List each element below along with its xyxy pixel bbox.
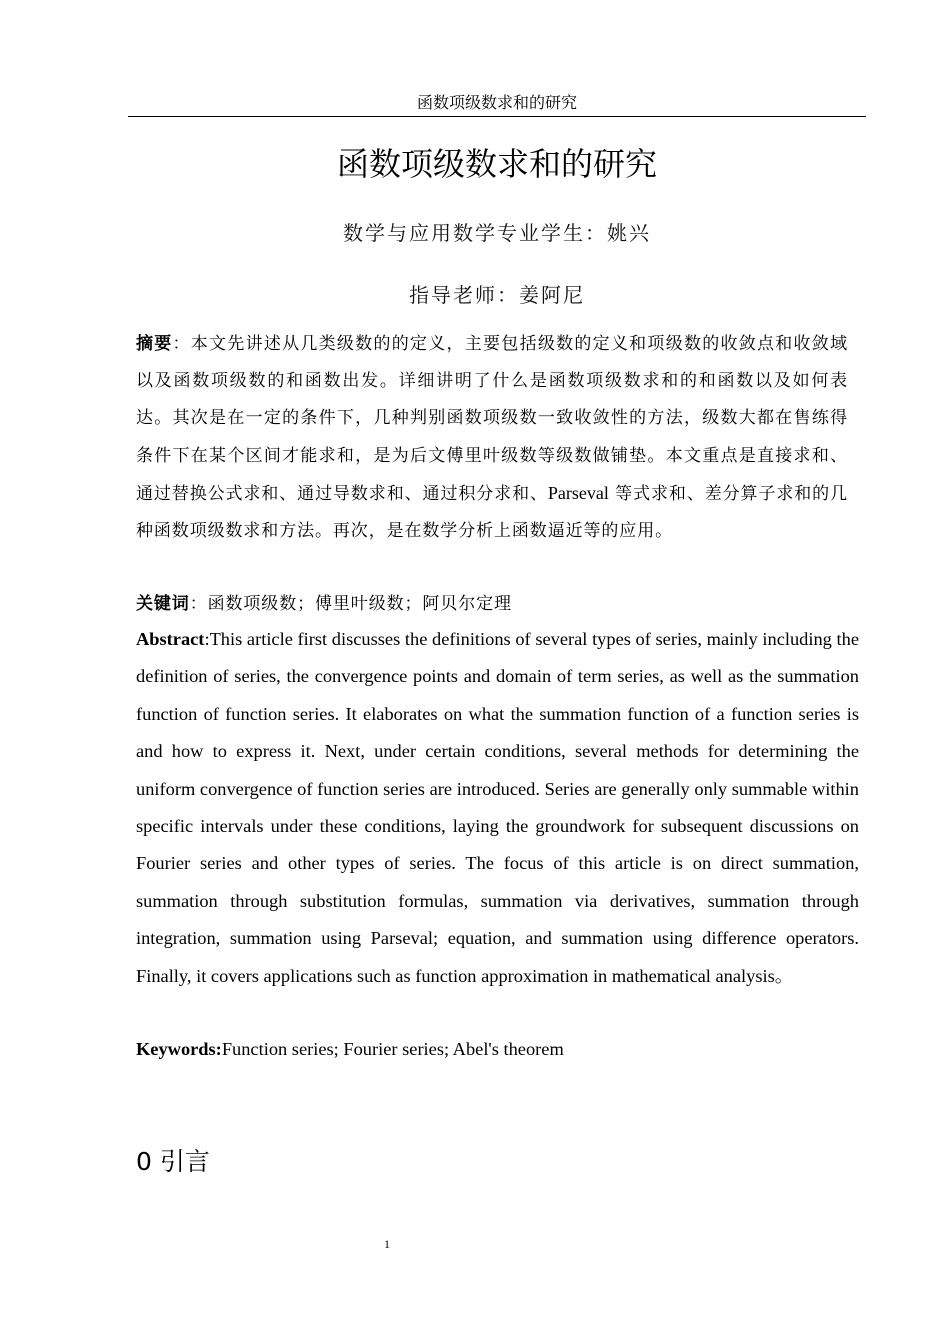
chinese-abstract-separator: ： bbox=[172, 334, 191, 354]
author-line: 数学与应用数学专业学生：姚兴 bbox=[343, 221, 651, 245]
english-abstract-label: Abstract bbox=[136, 629, 205, 649]
running-header bbox=[128, 92, 866, 117]
chinese-abstract-latin-term: Parseval bbox=[547, 482, 609, 503]
page-number: 1 bbox=[384, 1237, 390, 1251]
chinese-abstract-text-part1: 本文先讲述从几类级数的的定义，主要包括级数的定义和项级数的收敛点和收敛域以及函数项级数的和函数出发。详细讲明了什么是函数项级数求和的和函数以及如何表达。其次是在一定的条件下，几种判别函数项级数一致收敛性的方法，级数大都在售练得条件下在某个区间才能求和，是为后文傅里叶级数等级数做铺垫。本文重点是直接求和、通过替换公式求和、通过导数求和、通过积分求和、 bbox=[136, 334, 848, 504]
english-keywords-text: Function series; Fourier series; Abel's theorem bbox=[221, 1039, 564, 1059]
chinese-keywords-label: 关键词 bbox=[136, 594, 190, 614]
running-header-title: 函数项级数求和的研究 bbox=[416, 93, 577, 112]
chinese-keywords-text: 函数项级数；傅里叶级数；阿贝尔定理 bbox=[207, 594, 512, 614]
advisor-line: 指导老师：姜阿尼 bbox=[409, 283, 585, 307]
english-keywords bbox=[136, 1031, 859, 1067]
chinese-keywords-separator: ： bbox=[189, 594, 208, 614]
english-abstract-separator: : bbox=[204, 629, 210, 649]
chinese-abstract bbox=[136, 326, 848, 550]
paper-title: 函数项级数求和的研究 bbox=[336, 145, 657, 183]
english-abstract-text: This article first discusses the definitions of several types of series, mainly including the definition of series, the convergence points and domain of term series, as well as the summation function of function series. It elaborates on what the summation function of a function series is and how to express it. Next, under certain conditions, several methods for determining the uniform convergence of function series are introduced. Series are generally only summable within specific intervals under these conditions, laying the groundwork for subsequent discussions on Fourier series and other types of series. The focus of this article is on direct summation, summation through substitution formulas, summation via derivatives, summation through integration, summation using Parseval; equation, and summation using difference operators. Finally, it covers applications such as function approximation in mathematical analysis。 bbox=[136, 629, 859, 986]
chinese-keywords bbox=[136, 586, 848, 622]
english-abstract bbox=[136, 621, 859, 995]
chinese-abstract-text-part2: 等式求和、差分算子求和的几种函数项级数求和方法。再次，是在数学分析上函数逼近等的应用。 bbox=[136, 483, 848, 542]
chinese-abstract-label: 摘要 bbox=[136, 334, 173, 354]
english-keywords-label: Keywords: bbox=[136, 1039, 222, 1059]
section-heading-introduction: 0 引言 bbox=[136, 1147, 210, 1176]
